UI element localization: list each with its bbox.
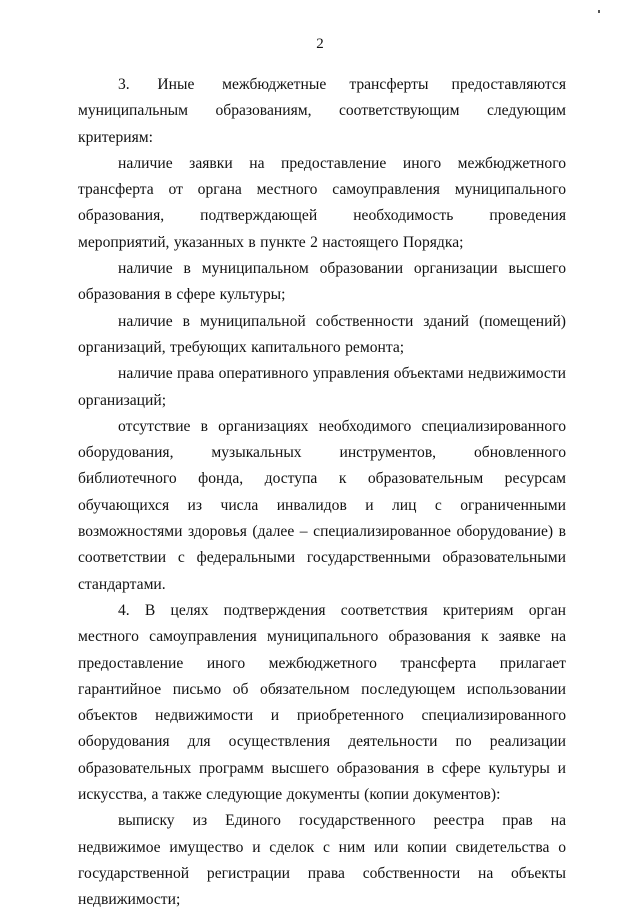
document-body: [78, 72, 566, 914]
paragraph-criteria-intro: 3. Иные межбюджетные трансферты предоставляются муниципальным образованиям, соответствующим следующим критериям:: [78, 76, 566, 146]
paragraph-higher-education: наличие в муниципальном образовании организации высшего образования в сфере культуры;: [78, 260, 566, 304]
paragraph-operational-management: наличие права оперативного управления объектами недвижимости организаций;: [78, 365, 566, 409]
page-number: 2: [316, 36, 324, 52]
paragraph-equipment-absence: отсутствие в организациях необходимого специализированного оборудования, музыкальных инструментов, обновленного библиотечного фонда, доступа к образовательным ресурсам обучающихся из числа инвалидов и лиц с ограниченными возможностями здоровья (далее – специализированное оборудование) в соответствии с федеральными государственными образовательными стандартами.: [78, 417, 566, 593]
paragraph-confirmation: 4. В целях подтверждения соответствия критериям орган местного самоуправления муниципального образования к заявке на предоставление иного межбюджетного трансферта прилагает гарантийное письмо об обязательном последующем использовании объектов недвижимости и приобретенного специализированного оборудования для осуществления деятельности по реализации образовательных программ высшего образования в сфере культуры и искусства, а также следующие документы (копии документов):: [78, 601, 566, 804]
paragraph-registry-extract: выписку из Единого государственного реестра прав на недвижимое имущество и сделок с ним или копии свидетельства о государственной регистрации права собственности на объекты недвижимости;: [78, 812, 566, 909]
scan-mark: [598, 10, 600, 13]
paragraph-application: наличие заявки на предоставление иного межбюджетного трансферта от органа местного самоуправления муниципального образования, подтверждающей необходимость проведения мероприятий, указанных в пункте 2 настоящего Порядка;: [78, 154, 566, 251]
paragraph-municipal-property: наличие в муниципальной собственности зданий (помещений) организаций, требующих капитального ремонта;: [78, 312, 566, 356]
